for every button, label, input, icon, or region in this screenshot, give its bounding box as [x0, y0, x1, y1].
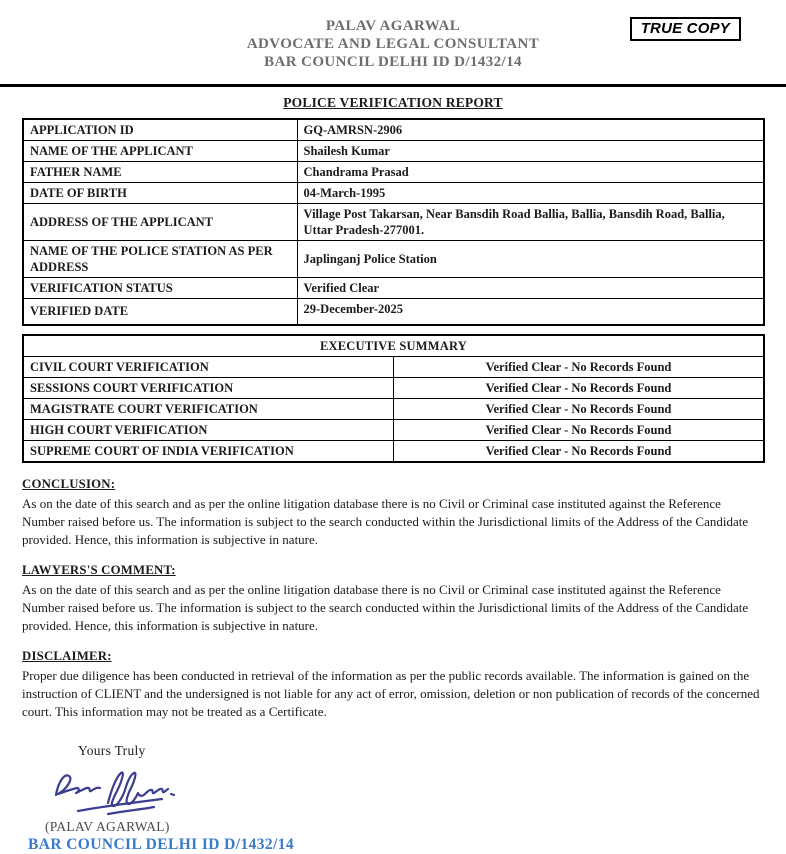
row-label: ADDRESS OF THE APPLICANT — [23, 204, 297, 241]
table-row — [23, 141, 764, 162]
header-divider-rule — [0, 84, 786, 87]
row-value: 29-December-2025 — [297, 299, 764, 325]
disclaimer-body: Proper due diligence has been conducted in retrieval of the information as per the public records available. The information is gained on the instruction of CLIENT and the undersigned is not liable for any act of error, omission, deletion or non publication of records of the concerned court. This information may not be treated as a Certificate. — [22, 667, 760, 719]
conclusion-body: As on the date of this search and as per the online litigation database there is no Civil or Criminal case instituted against the Reference Number raised before us. The information is subject to the search conducted within the Jurisdictional limits of the Address of the Candidate provided. Hence, this information is subjective in nature. — [22, 495, 749, 547]
table-row — [23, 419, 764, 440]
row-value: Verified Clear — [297, 278, 764, 299]
row-label: NAME OF THE POLICE STATION AS PER ADDRESS — [23, 241, 297, 278]
row-label: VERIFICATION STATUS — [23, 278, 297, 299]
table-row — [23, 241, 764, 278]
lawyers-comment-section — [22, 549, 766, 635]
row-label: CIVIL COURT VERIFICATION — [23, 356, 394, 377]
lawyers-comment-heading: LAWYERS'S COMMENT: — [22, 562, 176, 577]
lawyers-comment-body: As on the date of this search and as per the online litigation database there is no Civil or Criminal case instituted against the Reference Number raised before us. The information is subject to the search conducted within the Jurisdictional limits of the Address of the Candidate provided. Hence, this information is subjective in nature. — [22, 581, 749, 633]
row-label: MAGISTRATE COURT VERIFICATION — [23, 398, 394, 419]
row-value: GQ-AMRSN-2906 — [297, 119, 764, 141]
conclusion-heading: CONCLUSION: — [22, 476, 116, 491]
row-value: 04-March-1995 — [297, 183, 764, 204]
table-row — [23, 299, 764, 325]
letterhead-designation: ADVOCATE AND LEGAL CONSULTANT — [246, 36, 540, 52]
row-label: VERIFIED DATE — [23, 299, 297, 325]
row-value: Verified Clear - No Records Found — [394, 419, 765, 440]
signature-image — [50, 761, 190, 819]
letterhead-bar-council-id: BAR COUNCIL DELHI ID D/1432/14 — [264, 54, 522, 70]
conclusion-section — [22, 463, 766, 549]
table-row — [23, 183, 764, 204]
signer-name: (PALAV AGARWAL) — [45, 818, 170, 834]
row-value: Verified Clear - No Records Found — [394, 356, 765, 377]
row-label: HIGH COURT VERIFICATION — [23, 419, 394, 440]
row-value: Chandrama Prasad — [297, 162, 764, 183]
row-label: SUPREME COURT OF INDIA VERIFICATION — [23, 440, 394, 462]
table-row — [23, 278, 764, 299]
table-row — [23, 377, 764, 398]
executive-summary-table — [22, 334, 765, 463]
row-label: FATHER NAME — [23, 162, 297, 183]
table-header-row — [23, 335, 764, 357]
row-label: APPLICATION ID — [23, 119, 297, 141]
row-value: Shailesh Kumar — [297, 141, 764, 162]
true-copy-stamp: TRUE COPY — [630, 17, 741, 41]
row-label: DATE OF BIRTH — [23, 183, 297, 204]
disclaimer-section — [22, 635, 766, 721]
table-row — [23, 119, 764, 141]
letterhead-name: PALAV AGARWAL — [325, 18, 461, 34]
row-label: NAME OF THE APPLICANT — [23, 141, 297, 162]
table-row — [23, 204, 764, 241]
row-value: Japlinganj Police Station — [297, 241, 764, 278]
applicant-details-table — [22, 118, 765, 326]
row-value: Verified Clear - No Records Found — [394, 440, 765, 462]
summary-table-title: EXECUTIVE SUMMARY — [23, 335, 764, 357]
table-row — [23, 440, 764, 462]
table-row — [23, 356, 764, 377]
table-row — [23, 162, 764, 183]
page-title: POLICE VERIFICATION REPORT — [283, 95, 503, 110]
disclaimer-heading: DISCLAIMER: — [22, 648, 112, 663]
row-value: Verified Clear - No Records Found — [394, 398, 765, 419]
row-value: Verified Clear - No Records Found — [394, 377, 765, 398]
footer-bar-council-id: BAR COUNCIL DELHI ID D/1432/14 — [28, 835, 295, 853]
table-row — [23, 398, 764, 419]
row-label: SESSIONS COURT VERIFICATION — [23, 377, 394, 398]
closing-yours-truly: Yours Truly — [78, 742, 146, 758]
row-value: Village Post Takarsan, Near Bansdih Road Ballia, Ballia, Bansdih Road, Ballia, Uttar Pradesh-277001. — [297, 204, 764, 241]
